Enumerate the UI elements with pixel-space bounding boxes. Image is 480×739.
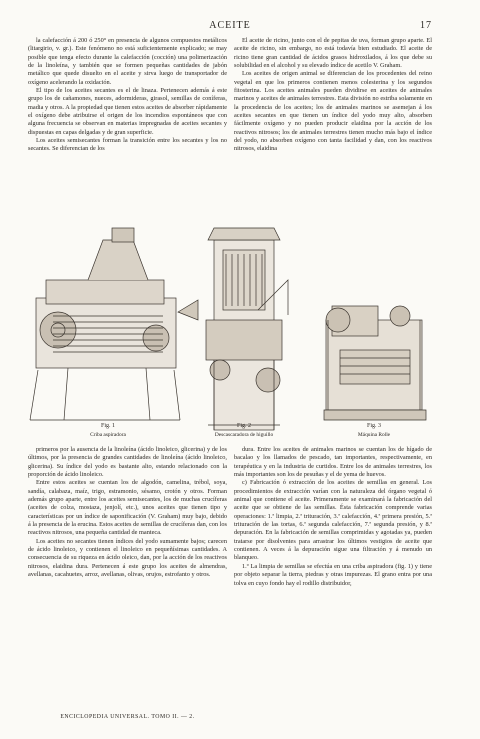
- page-title: ACEITE: [209, 20, 251, 31]
- descascaradora-illustration: [206, 228, 288, 430]
- paragraph: primeros por la ausencia de la linoleína (ácido linoleico, glicerina) y de los últimos, por la presencia de grandes cantidades de linoleína (ácido linoleico, glicerina). Su índice del yodo es bastante alto, estando relacionado con la proporción de ácido linoleico.: [28, 446, 227, 479]
- column-bottom-left: [28, 446, 227, 710]
- column-top-left: [28, 37, 227, 215]
- paragraph: la calefacción á 200 ó 250° en presencia de algunos compuestos metálicos (litargirio, v. gr.). Este fenómeno no está suficientemente explicado; se may posible que tenga efecto durante la calefacción (cocción) una polimerización de la linoleína, y también que se formen pequeñas cantidades de jabón metálico que quede disuelto en el aceite y sirva luego de transportador de oxígeno acelerando la oxidación.: [28, 37, 227, 86]
- paragraph: Los aceites de origen animal se diferencian de los procedentes del reino vegetal en que los primeros contienen menos colesterina y los segundos fitosterina. Los aceites animales pueden dividirse en aceites de animales marinos y aceites de animales terrestres. Esta división no estriba solamente en la procedencia de los aceites; los de animales marinos se asemejan á los aceites secantes en que tienen un índice del yodo muy alto, absorben fácilmente oxígeno y no pueden producir elaidina por la acción de los reactivos nitrosos; los de animales terrestres tienen mucho más bajo el índice del yodo, no absorben oxígeno con tanta facilidad y dan, con los reactivos nitrosos, elaidina: [234, 70, 432, 153]
- paragraph: Los aceites no secantes tienen índices del yodo sumamente bajos; carecen de ácido linoleico, y contienen el linoleico en pequeñísimas cantidades. A consecuencia de su riqueza en ácido oleico, dan, por la acción de los reactivos nitrosos, elaidina dura. Pertenecen á este grupo los aceites de almendras, avellanas, cacahuetes, arroz, avellanas, olivas, orujos, estrofanto y otros.: [28, 537, 227, 579]
- figure-2-label: Fig. 2: [236, 423, 251, 429]
- figure-1-label: Fig. 1: [100, 423, 115, 429]
- page-footer: ENCICLOPEDIA UNIVERSAL. TOMO II. — 2.: [60, 714, 195, 720]
- figure-1-caption: Criba aspiradora: [90, 432, 126, 438]
- page-number: 17: [420, 20, 432, 31]
- paragraph: Los aceites semisecantes forman la transición entre los secantes y los no secantes. Se diferencian de los: [28, 137, 227, 153]
- figures-panel: [28, 220, 432, 442]
- paragraph: Entre estos aceites se cuentan los de algodón, camelina, trébol, soya, sandía, calabaza, maíz, trigo, estramonio, sésamo, crotón y otros. Forman además grupo aparte, entre los aceites semisecantes, los de muchas crucíferas (aceites de colza, mostaza, jenjolí, etc.), unos aceites que tienen tipo y características por un índice de saponificación (V. Graham) muy bajo, debido á la presencia de la erucina. Estos aceites de semillas de crucíferas dan, con los reactivos nitrosos, una pequeña cantidad de manteca.: [28, 479, 227, 537]
- paragraph: dura. Entre los aceites de animales marinos se cuentan los de hígado de bacalao y los llamados de pescado, tan importantes, respectivamente, en terapéutica y en la industria de curtidos. Entre los de animales terrestres, los más importantes son los de pesuñas y el de yema de huevos.: [234, 446, 432, 479]
- column-bottom-right: [234, 446, 432, 710]
- figure-3-label: Fig. 3: [366, 423, 381, 429]
- criba-aspiradora-illustration: [30, 228, 198, 420]
- paragraph: El tipo de los aceites secantes es el de linaza. Pertenecen además á este grupo los de cañamones, nueces, adormideras, girasol, semillas de coníferas, madia y otros. A la propiedad que tienen estos aceites de absorber rápidamente el oxígeno debe atribuirse el origen de los incendios espontáneos que con alguna frecuencia se observan en materias impregnadas de aceites secantes y dispuestas en capas delgadas y de gran superficie.: [28, 87, 227, 136]
- machine-illustrations: [28, 220, 432, 442]
- paragraph: El aceite de ricino, junto con el de pepitas de uva, forman grupo aparte. El aceite de ricino, sin embargo, no está todavía bien estudiado. El aceite de ricino tiene gran cantidad de ácidos grasos hidroxilados, á los que debe su solubilidad en el alcohol y su elevado índice de acetilo V. Graham.: [234, 37, 432, 70]
- paragraph: 1.º La limpia de semillas se efectúa en una criba aspiradora (fig. 1) y tiene por objeto separar la tierra, piedras y otras impurezas. El grano entra por una tolva en cuyo fondo hay el rodillo distribuidor,: [234, 562, 432, 587]
- page-header: [28, 20, 432, 36]
- paragraph: c) Fabricación ó extracción de los aceites de semillas en general. Los procedimientos de extracción varían con la naturaleza del órgano vegetal ó animal que contiene el aceite. Primeramente se examinará la fabricación del aceite que se obtiene de las semillas. Ésta fabricación comprende varias operaciones: 1.ª limpia, 2.ª trituración, 3.ª calefacción, 4.ª primera presión, 5.ª trituración de las tortas, 6.ª segunda calefacción, 7.ª segunda presión, y 8.ª depuración. En la fabricación de semillas comprimidas y agotadas ya, pueden tratarse por disolventes para arrastrar los últimos vestigios de aceite que contienen. A veces á la depuración sigue una filtración y á menudo un blanqueo.: [234, 479, 432, 562]
- figure-3-caption: Máquina Rolle: [357, 432, 391, 438]
- maquina-rolle-illustration: [324, 306, 426, 420]
- figure-2-caption: Descascaradora de higuillo: [214, 432, 274, 438]
- column-top-right: [234, 37, 432, 215]
